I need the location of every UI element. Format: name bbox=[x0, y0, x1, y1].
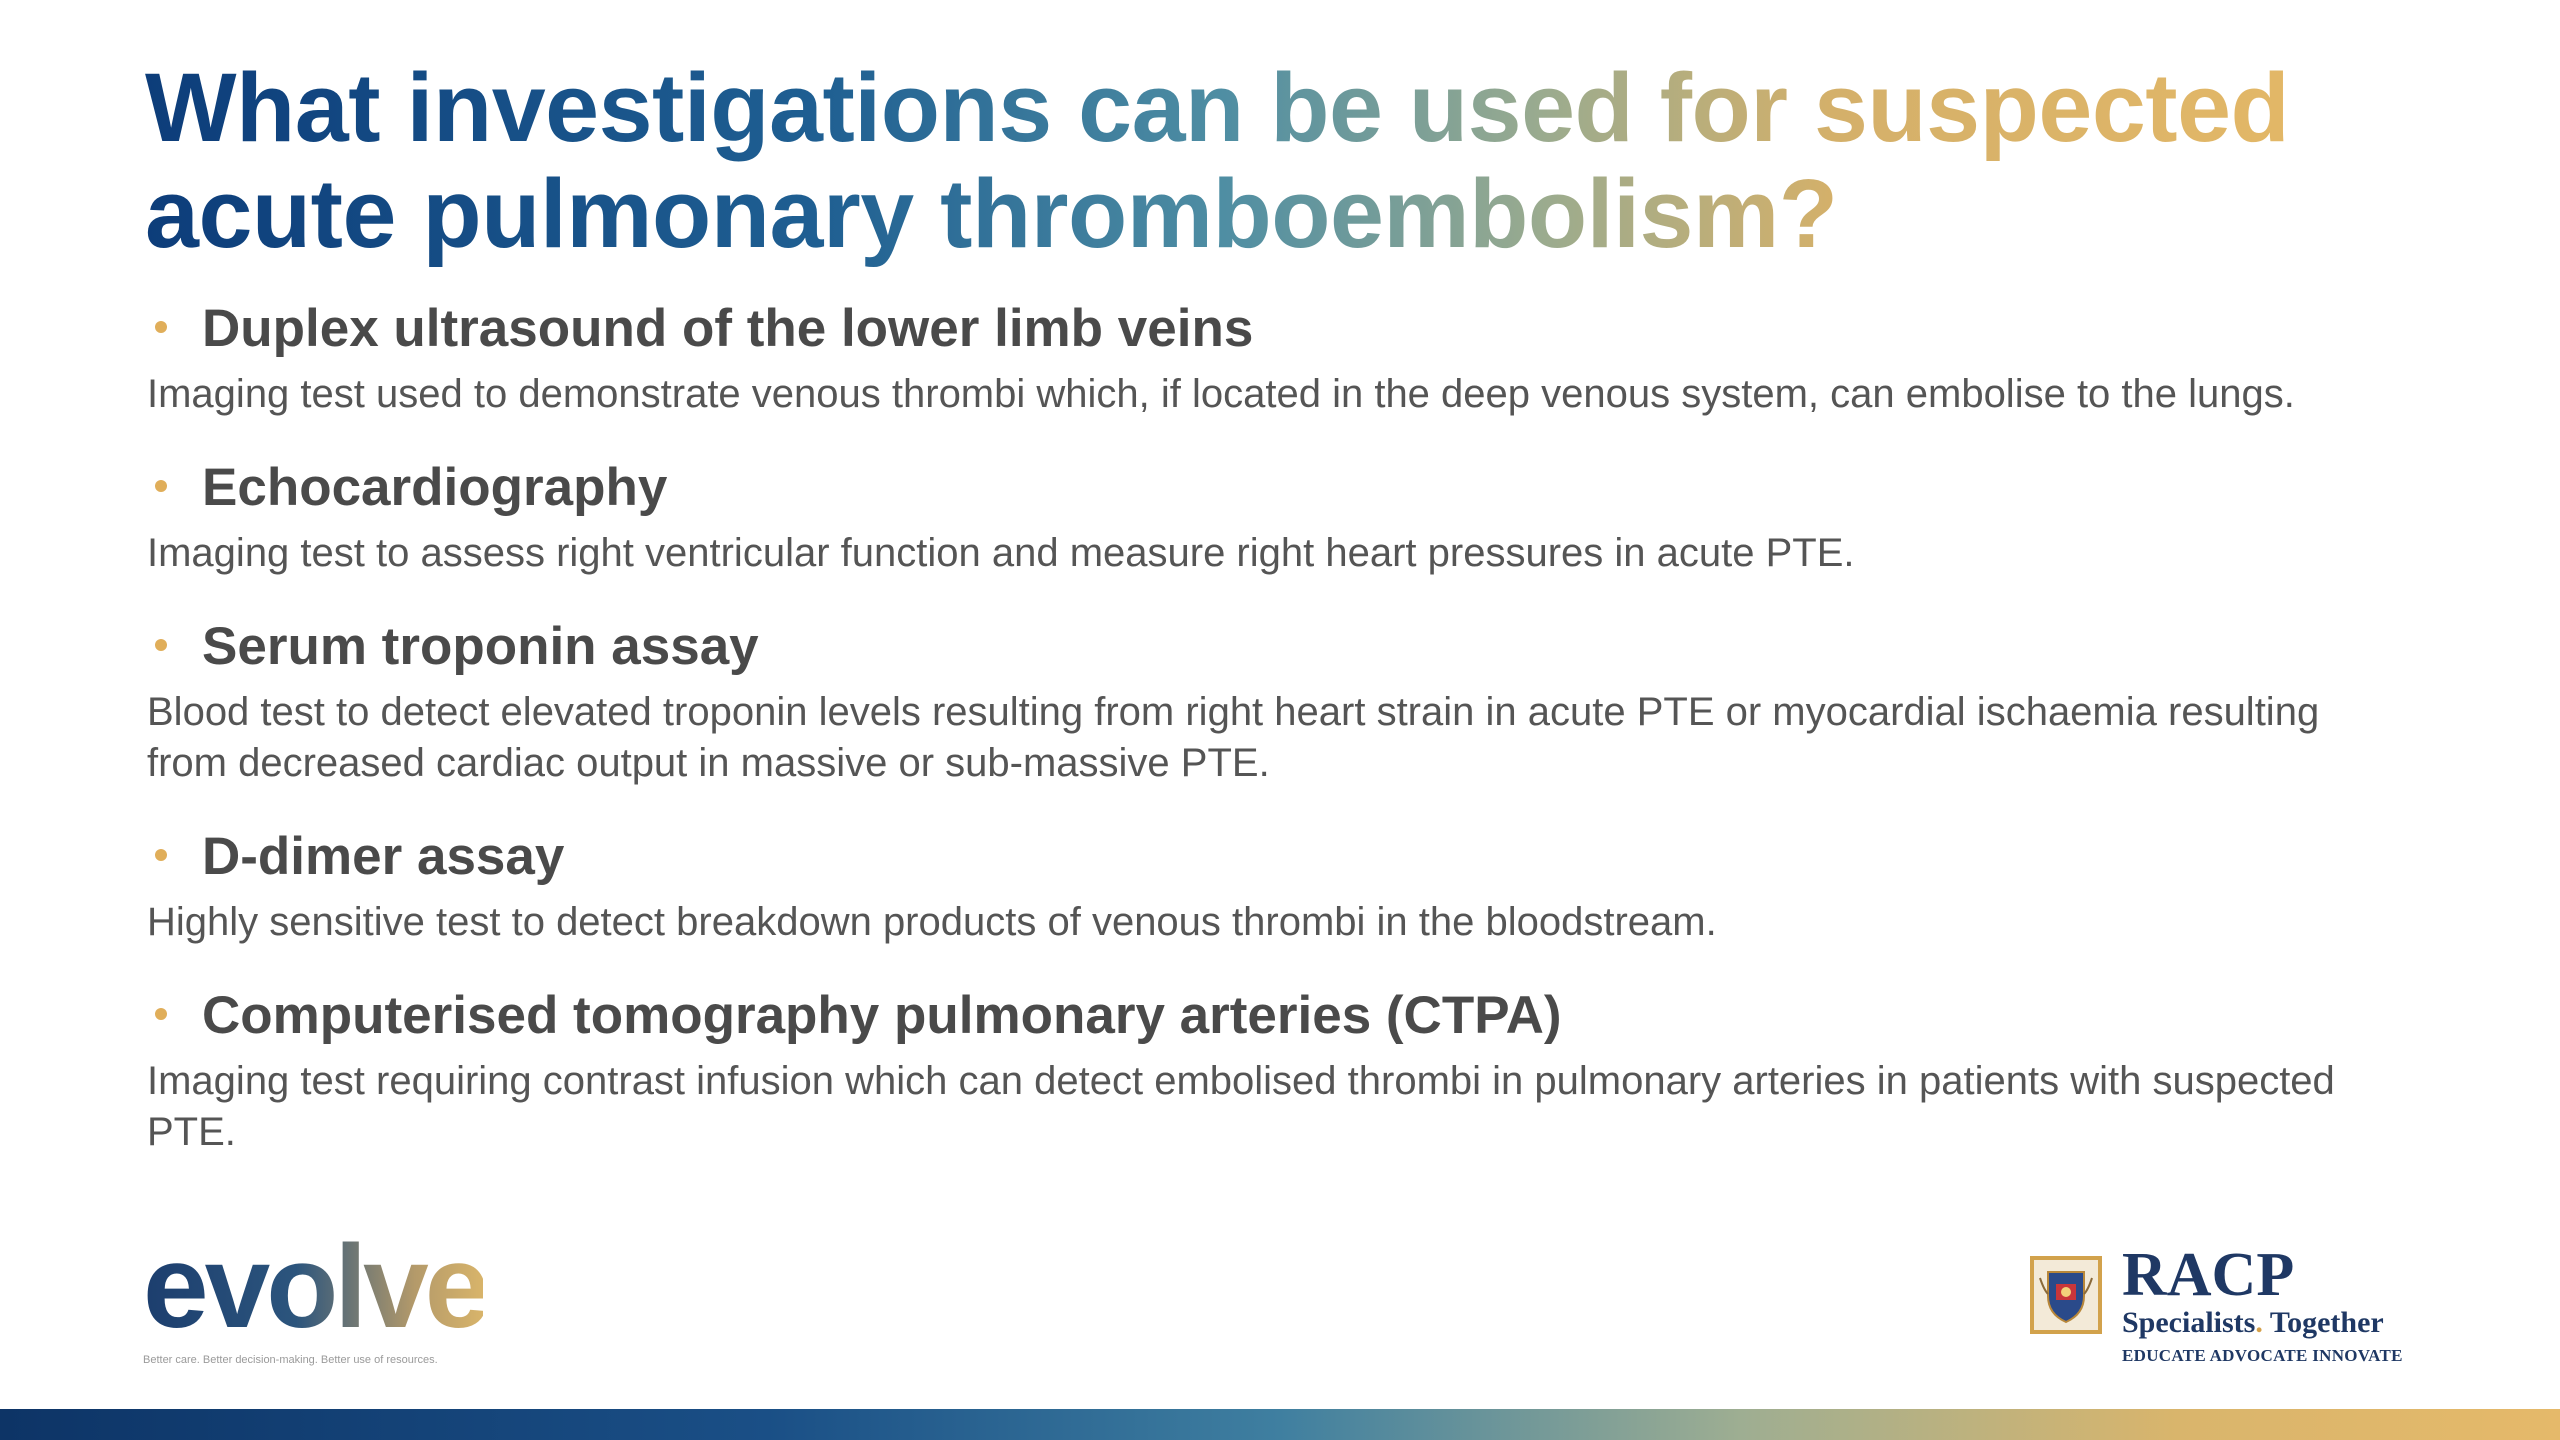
bullet-icon bbox=[155, 480, 167, 492]
bullet-icon bbox=[155, 1008, 167, 1020]
list-item bbox=[147, 295, 2397, 420]
racp-tagline-main: Specialists bbox=[2122, 1306, 2256, 1339]
item-heading-text: Echocardiography bbox=[202, 458, 668, 517]
racp-tagline-end: Together bbox=[2262, 1306, 2384, 1339]
item-heading bbox=[147, 823, 2397, 891]
list-item bbox=[147, 823, 2397, 948]
racp-motto: EDUCATE ADVOCATE INNOVATE bbox=[2122, 1346, 2403, 1365]
bullet-icon bbox=[155, 639, 167, 651]
list-item bbox=[147, 982, 2397, 1158]
item-description: Imaging test requiring contrast infusion which can detect embolised thrombi in pulmonary arteries in patients with suspected PTE. bbox=[147, 1059, 2335, 1154]
bullet-icon bbox=[155, 849, 167, 861]
item-heading bbox=[147, 295, 2397, 363]
racp-tagline-dot: . bbox=[2255, 1306, 2263, 1339]
list-item bbox=[147, 613, 2397, 789]
item-heading bbox=[147, 982, 2397, 1050]
item-heading-text: Duplex ultrasound of the lower limb veins bbox=[202, 299, 1254, 358]
evolve-tagline: Better care. Better decision-making. Better use of resources. bbox=[143, 1354, 438, 1366]
investigation-list bbox=[147, 295, 2397, 1192]
bottom-gradient-bar bbox=[0, 1409, 2560, 1440]
evolve-logo bbox=[143, 1221, 487, 1368]
slide-title: What investigations can be used for suspected acute pulmonary thromboembolism? bbox=[145, 55, 2395, 267]
racp-logo bbox=[2030, 1241, 2450, 1370]
racp-name: RACP bbox=[2122, 1241, 2295, 1309]
crest-shield-icon bbox=[2034, 1260, 2098, 1330]
item-heading-text: D-dimer assay bbox=[202, 827, 565, 886]
evolve-wordmark: evolve bbox=[143, 1221, 487, 1353]
bullet-icon bbox=[155, 321, 167, 333]
item-description: Highly sensitive test to detect breakdown products of venous thrombi in the bloodstream. bbox=[147, 900, 1717, 944]
item-description: Imaging test used to demonstrate venous thrombi which, if located in the deep venous system, can embolise to the lungs. bbox=[147, 372, 2295, 416]
item-heading bbox=[147, 613, 2397, 681]
list-item bbox=[147, 454, 2397, 579]
item-heading bbox=[147, 454, 2397, 522]
item-description: Imaging test to assess right ventricular function and measure right heart pressures in acute PTE. bbox=[147, 531, 1855, 575]
item-heading-text: Computerised tomography pulmonary arteries (CTPA) bbox=[202, 986, 1562, 1045]
racp-tagline bbox=[2122, 1306, 2384, 1340]
item-heading-text: Serum troponin assay bbox=[202, 617, 759, 676]
racp-crest-icon bbox=[2030, 1256, 2102, 1334]
item-description: Blood test to detect elevated troponin levels resulting from right heart strain in acute PTE or myocardial ischaemia resulting from decreased cardiac output in massive or sub-massive PTE. bbox=[147, 690, 2320, 785]
